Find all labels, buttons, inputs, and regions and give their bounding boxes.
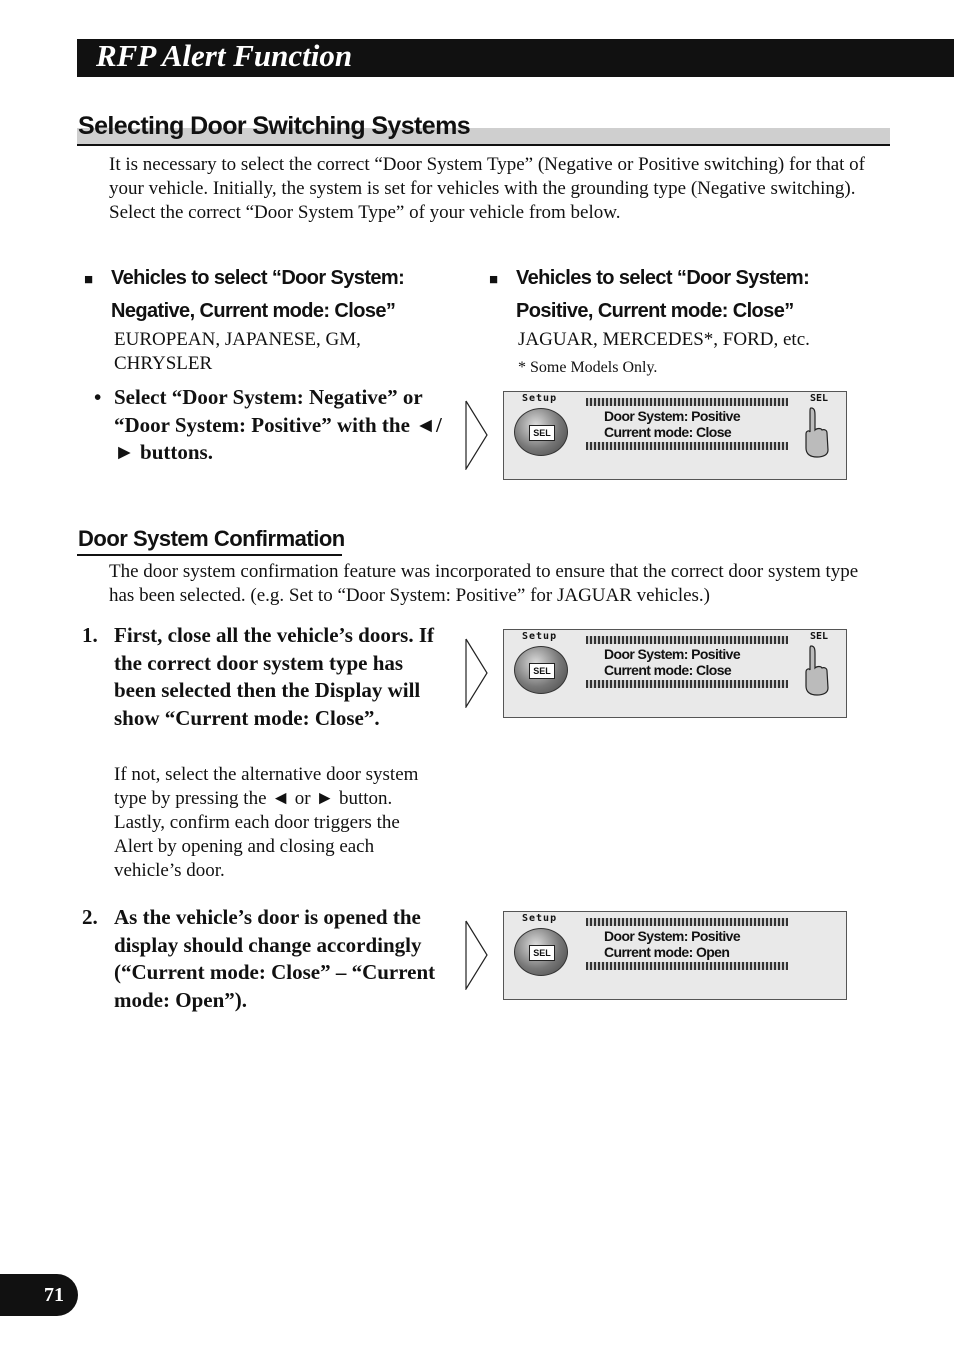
- bullet: •: [94, 385, 102, 409]
- display-line-1: Door System: Positive: [604, 408, 740, 424]
- intro-text-2: Select the correct “Door System Type” of your vehicle from below.: [109, 202, 621, 223]
- display-line-2: Current mode: Close: [604, 662, 732, 678]
- display-stripe: [586, 918, 788, 926]
- section-title: Selecting Door Switching Systems: [78, 112, 471, 140]
- display-line-2: Current mode: Close: [604, 424, 732, 440]
- square-bullet-icon: ■: [84, 271, 93, 288]
- positive-vehicle-list: JAGUAR, MERCEDES*, FORD, etc.: [518, 329, 810, 350]
- display-line-1: Door System: Positive: [604, 928, 740, 944]
- chevron-right-outline-icon: [465, 920, 489, 990]
- sel-knob-icon: [514, 646, 568, 694]
- display-stripe: [586, 680, 788, 688]
- setup-label: Setup: [522, 913, 558, 924]
- lcd-display-1: [503, 391, 847, 480]
- display-line-1: Door System: Positive: [604, 646, 740, 662]
- square-bullet-icon: ■: [489, 271, 498, 288]
- select-instruction: Select “Door System: Negative” or “Door System: Positive” with the ◄/► buttons.: [114, 385, 442, 464]
- chevron-right-outline-icon: [465, 400, 489, 470]
- section-heading-rule: [77, 144, 890, 146]
- heading-line: Negative, Current mode: Close”: [111, 300, 396, 322]
- negative-vehicle-list: EUROPEAN, JAPANESE, GM, CHRYSLER: [114, 329, 361, 374]
- sel-knob-icon: [514, 408, 568, 456]
- heading-line: Positive, Current mode: Close”: [516, 300, 794, 322]
- sel-label: SEL: [810, 393, 829, 404]
- footnote: * Some Models Only.: [518, 359, 658, 376]
- display-stripe: [586, 442, 788, 450]
- intro-text: It is necessary to select the correct “Door System Type” (Negative or Positive switching) for that of your vehicle. Initially, the system is set for vehicles with the grounding type (Negative switching).: [109, 154, 865, 199]
- confirmation-paragraph: The door system confirmation feature was incorporated to ensure that the correct door system type has been selected. (e.g. Set to “Door System: Positive” for JAGUAR vehicles.): [109, 561, 859, 606]
- display-stripe: [586, 962, 788, 970]
- negative-column-heading: [84, 262, 471, 328]
- subsection-title: Door System Confirmation: [78, 526, 345, 551]
- display-stripe: [586, 636, 788, 644]
- lcd-display-2: [503, 629, 847, 718]
- knob-label: SEL: [529, 663, 555, 679]
- positive-column-heading: [489, 262, 896, 328]
- step-number: 1.: [82, 623, 98, 647]
- step-1-detail: If not, select the alternative door system type by pressing the ◄ or ► button. Lastly, confirm each door triggers the Alert by opening and closing each vehicle’s door.: [114, 764, 419, 881]
- heading-line: Vehicles to select “Door System:: [111, 267, 405, 289]
- subsection-rule: [77, 554, 342, 556]
- setup-label: Setup: [522, 393, 558, 404]
- step-number: 2.: [82, 905, 98, 929]
- lcd-display-3: [503, 911, 847, 1000]
- display-stripe: [586, 398, 788, 406]
- page-number: 71: [44, 1284, 64, 1306]
- step-2-text: As the vehicle’s door is opened the display should change accordingly (“Current mode: Close” – “Current mode: Open”).: [114, 905, 436, 1012]
- sel-label: SEL: [810, 631, 829, 642]
- page-number-tab: [0, 1274, 78, 1316]
- step-1-text: First, close all the vehicle’s doors. If the correct door system type has been selected then the Display will show “Current mode: Close”.: [114, 623, 434, 730]
- pointing-finger-icon: [801, 406, 831, 458]
- knob-label: SEL: [529, 425, 555, 441]
- chevron-right-outline-icon: [465, 638, 489, 708]
- page-header-title: RFP Alert Function: [96, 38, 353, 73]
- sel-knob-icon: [514, 928, 568, 976]
- display-line-2: Current mode: Open: [604, 944, 730, 960]
- setup-label: Setup: [522, 631, 558, 642]
- heading-line: Vehicles to select “Door System:: [516, 267, 810, 289]
- knob-label: SEL: [529, 945, 555, 961]
- intro-paragraph: [109, 153, 869, 225]
- pointing-finger-icon: [801, 644, 831, 696]
